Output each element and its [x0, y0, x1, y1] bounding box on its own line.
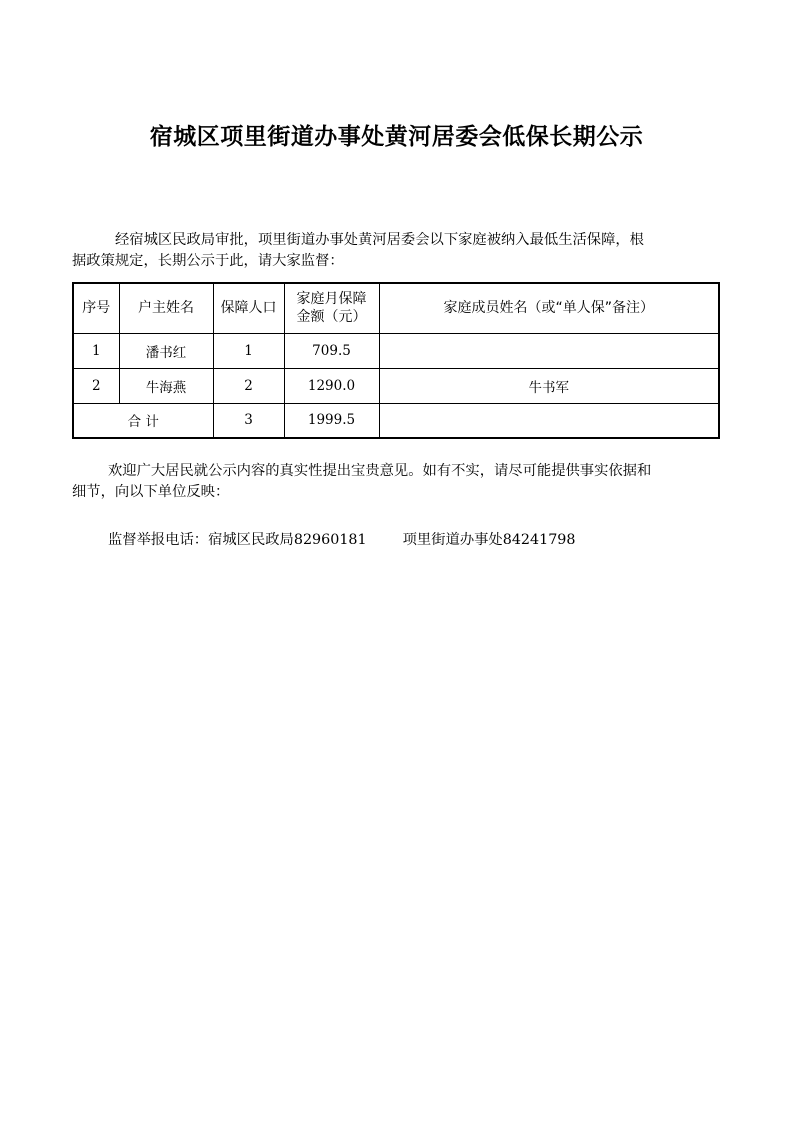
cell-persons: 2	[213, 368, 284, 403]
contact-bureau: 宿城区民政局82960181	[208, 532, 367, 548]
contact-office: 项里街道办事处84241798	[402, 532, 576, 548]
contact-prefix: 监督举报电话：	[108, 532, 209, 548]
cell-seq: 1	[73, 333, 119, 368]
cell-amount: 1290.0	[284, 368, 379, 403]
cell-head-name: 潘书红	[119, 333, 213, 368]
cell-amount: 709.5	[284, 333, 379, 368]
cell-head-name: 牛海燕	[119, 368, 213, 403]
page-title: 宿城区项里街道办事处黄河居委会低保长期公示	[149, 123, 644, 150]
header-members: 家庭成员姓名（或“单人保”备注）	[379, 283, 719, 333]
cell-persons: 1	[213, 333, 284, 368]
header-amount-line-1: 家庭月保障	[296, 291, 367, 308]
table-header-row	[73, 283, 719, 333]
subsistence-allowance-table	[72, 282, 720, 439]
contact-line	[108, 529, 576, 549]
closing-line-2: 细节，向以下单位反映：	[72, 484, 230, 500]
header-amount-line-2: 金额（元）	[296, 309, 367, 326]
total-amount: 1999.5	[284, 403, 379, 438]
total-persons: 3	[213, 403, 284, 438]
total-label: 合 计	[73, 403, 213, 438]
table-row	[73, 333, 719, 368]
cell-members	[379, 333, 719, 368]
closing-line-1: 欢迎广大居民就公示内容的真实性提出宝贵意见。如有不实，请尽可能提供事实依据和	[108, 463, 652, 479]
header-amount	[284, 283, 379, 333]
cell-seq: 2	[73, 368, 119, 403]
closing-paragraph	[72, 461, 722, 503]
table-row	[73, 368, 719, 403]
header-persons: 保障人口	[213, 283, 284, 333]
header-seq: 序号	[73, 283, 119, 333]
intro-paragraph	[72, 230, 722, 272]
total-members	[379, 403, 719, 438]
table-total-row	[73, 403, 719, 438]
cell-members: 牛书军	[379, 368, 719, 403]
intro-line-2: 据政策规定，长期公示于此，请大家监督：	[72, 253, 344, 269]
intro-line-1: 经宿城区民政局审批，项里街道办事处黄河居委会以下家庭被纳入最低生活保障，根	[115, 232, 644, 248]
header-head-name: 户主姓名	[119, 283, 213, 333]
